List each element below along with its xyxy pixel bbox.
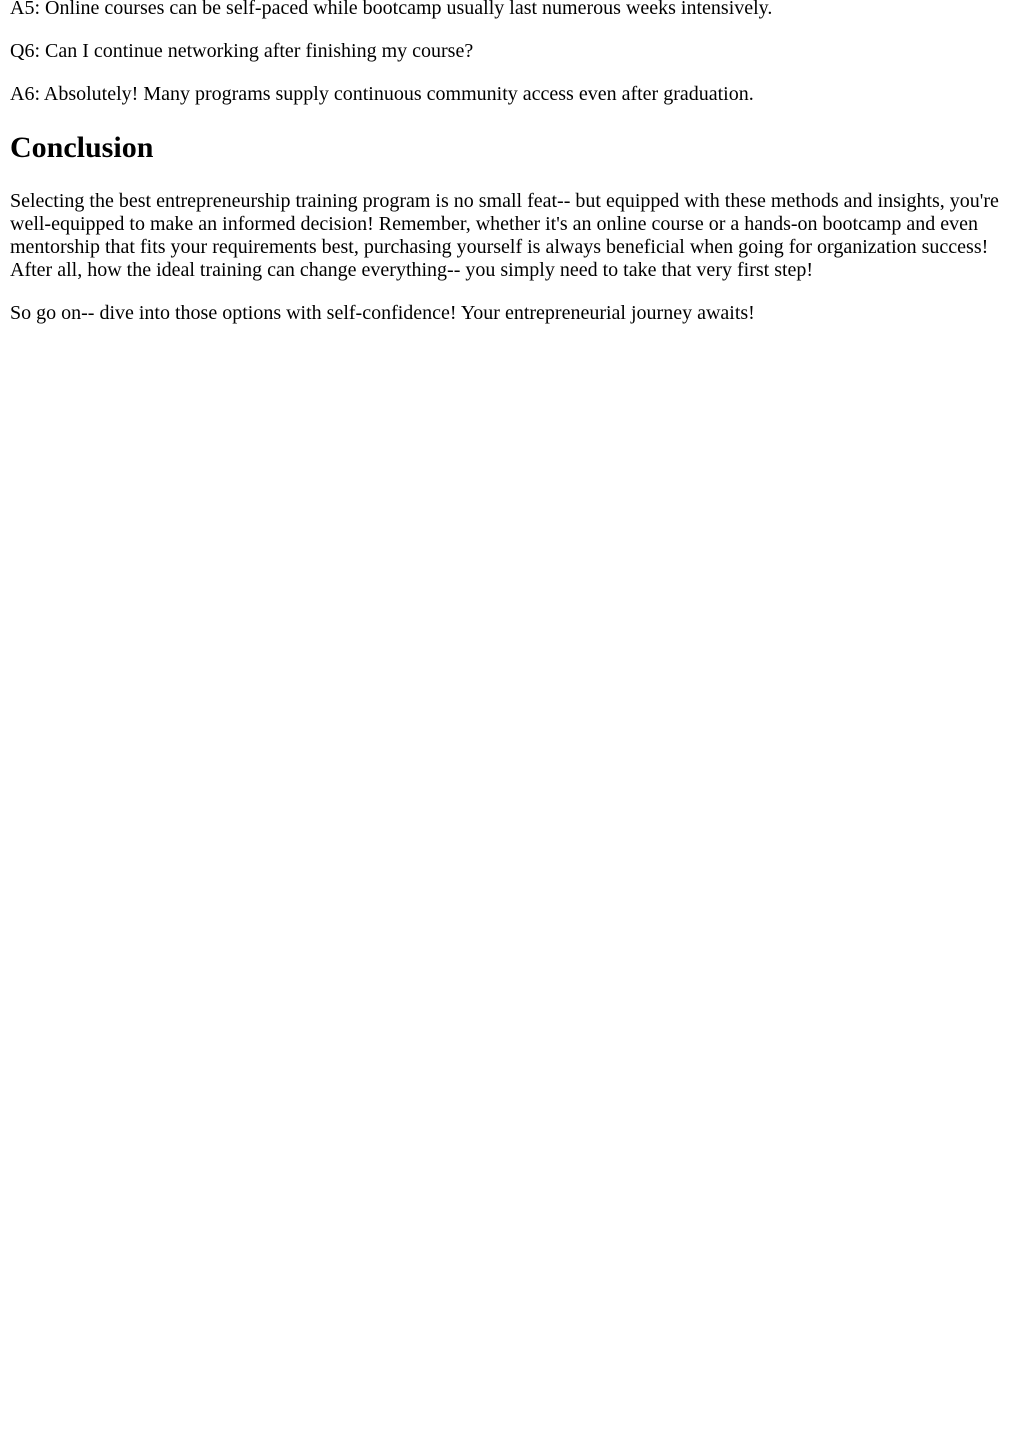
conclusion-paragraph-2: So go on-- dive into those options with self-confidence! Your entrepreneurial journey awaits! — [10, 302, 755, 324]
faq-question-6: Q6: Can I continue networking after finishing my course? — [10, 40, 474, 62]
article-content — [0, 0, 1024, 325]
conclusion-heading: Conclusion — [10, 131, 154, 164]
conclusion-paragraph-1: Selecting the best entrepreneurship training program is no small feat-- but equipped with these methods and insights, you're well-equipped to make an informed decision! Remember, whether it's an online course or a hands-on bootcamp and even mentorship that fits your requirements best, purchasing yourself is always beneficial when going for organization success! After all, how the ideal training can change everything-- you simply need to take that very first step! — [10, 190, 999, 281]
faq-answer-5: A5: Online courses can be self-paced while bootcamp usually last numerous weeks intensively. — [10, 0, 773, 19]
faq-answer-6: A6: Absolutely! Many programs supply continuous community access even after graduation. — [10, 83, 754, 105]
